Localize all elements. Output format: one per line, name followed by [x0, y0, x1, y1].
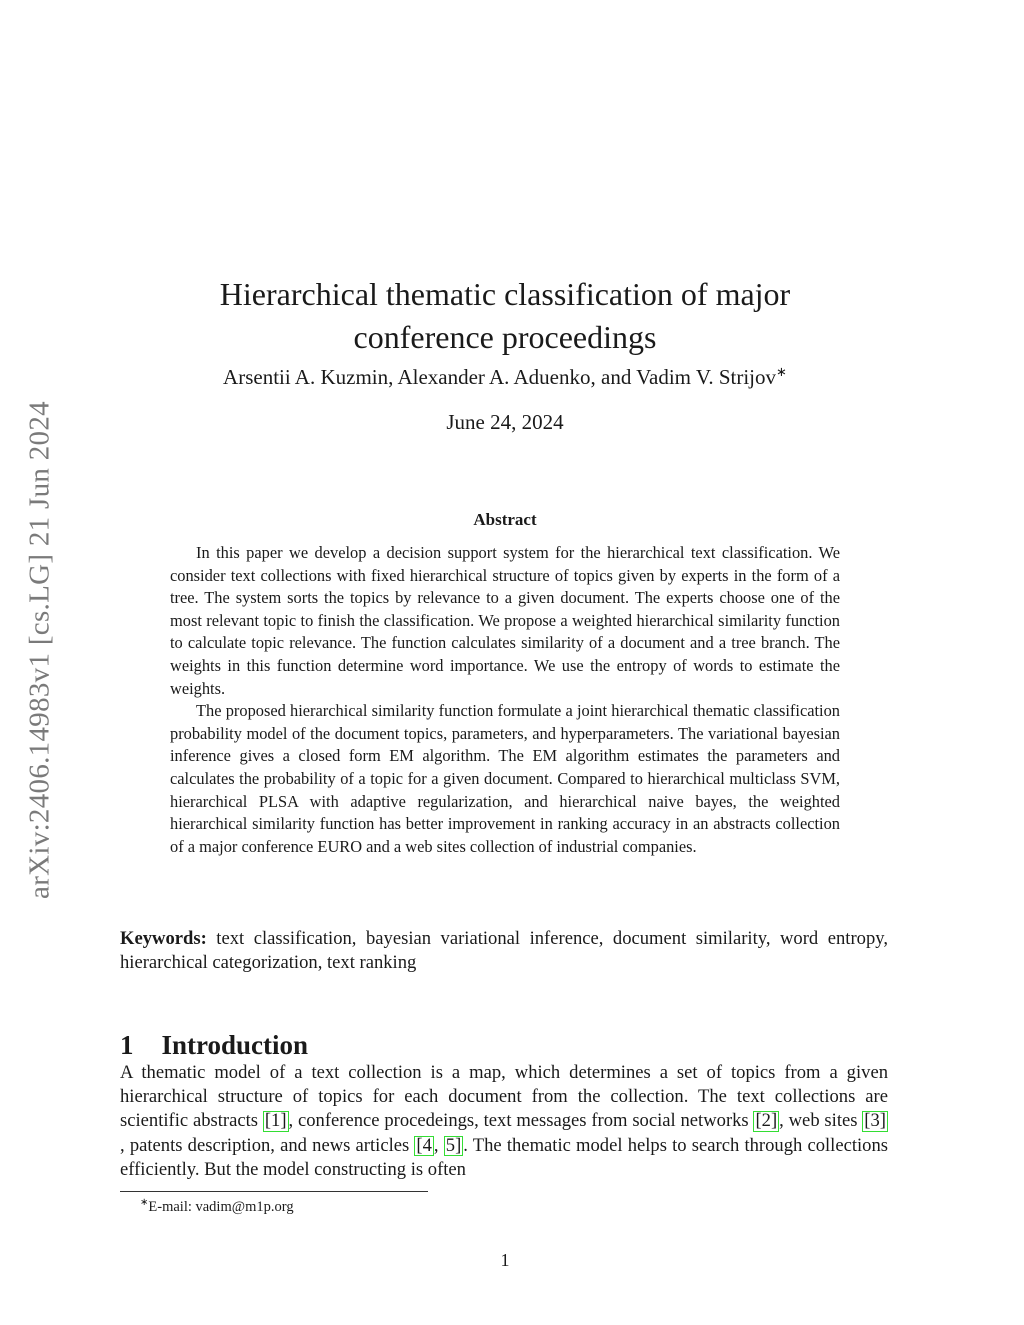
page-number: 1: [500, 1250, 510, 1270]
section-number: 1: [120, 1030, 134, 1061]
citation-link[interactable]: [1]: [264, 1110, 287, 1132]
keywords-text: text classification, bayesian variational inference, document similarity, word entropy, hierarchical categorization, text ranking: [120, 928, 888, 973]
abstract-body: [170, 542, 840, 858]
paper-date: June 24, 2024: [446, 410, 564, 434]
footnote: [140, 1197, 294, 1216]
section-title: Introduction: [161, 1030, 309, 1061]
paper-title: Hierarchical thematic classification of major conference proceedings: [219, 276, 791, 356]
keywords: [120, 927, 888, 975]
footnote-divider: [120, 1191, 428, 1192]
intro-text-segment: ,: [433, 1134, 444, 1156]
footnote-text: E-mail: vadim@m1p.org: [148, 1198, 294, 1215]
intro-text-segment: A thematic model of a text collection is a map, which determines a set of topics from a given hierarchical structure of topics for each document from the collection. The text collections are scientific abstracts: [120, 1062, 888, 1132]
arxiv-identifier: arXiv:2406.14983v1 [cs.LG] 21 Jun 2024: [23, 401, 56, 899]
intro-text-segment: , web sites: [779, 1110, 863, 1132]
abstract-paragraph: The proposed hierarchical similarity function formulate a joint hierarchical thematic classification probability model of the document topics, parameters, and hyperparameters. The variational bayesian inference gives a closed form EM algorithm. The EM algorithm estimates the parameters and calculates the probability of a topic for a given document. Compared to hierarchical multiclass SVM, hierarchical PLSA with adaptive regularization, and hierarchical naive bayes, the weighted hierarchical similarity function has better improvement in ranking accuracy in an abstracts collection of a major conference EURO and a web sites collection of industrial companies.: [170, 701, 840, 856]
footnote-mark: ∗: [140, 1197, 149, 1208]
citation-link[interactable]: [3]: [864, 1110, 886, 1132]
citation-link[interactable]: 5]: [445, 1134, 462, 1156]
intro-text-segment: , conference procedeings, text messages from social networks: [288, 1110, 754, 1132]
intro-text-segment: . The thematic model helps to search through collections efficiently. But the model constructing is often: [120, 1134, 889, 1180]
introduction-text: [120, 1061, 888, 1182]
citation-link[interactable]: [4: [416, 1134, 432, 1156]
abstract-paragraph: In this paper we develop a decision support system for the hierarchical text classification. We consider text collections with fixed hierarchical structure of topics given by experts in the form of a tree. The system sorts the topics by relevance to a given document. The experts choose one of the most relevant topic to finish the classification. We propose a weighted hierarchical similarity function to calculate topic relevance. The function calculates similarity of a document and a tree branch. The weights in this function determine word importance. We use the entropy of words to estimate the weights.: [170, 543, 840, 698]
author-list: [120, 364, 890, 390]
abstract-heading: Abstract: [473, 510, 537, 529]
keywords-label: Keywords:: [120, 928, 207, 949]
section-heading: [120, 1030, 308, 1061]
citation-link[interactable]: [2]: [755, 1110, 778, 1132]
author-footnote-mark: ∗: [776, 364, 787, 379]
author-names: Arsentii A. Kuzmin, Alexander A. Aduenko, and Vadim V. Strijov: [223, 365, 777, 389]
intro-paragraph: [120, 1061, 888, 1182]
intro-text-segment: , patents description, and news articles: [120, 1134, 415, 1156]
